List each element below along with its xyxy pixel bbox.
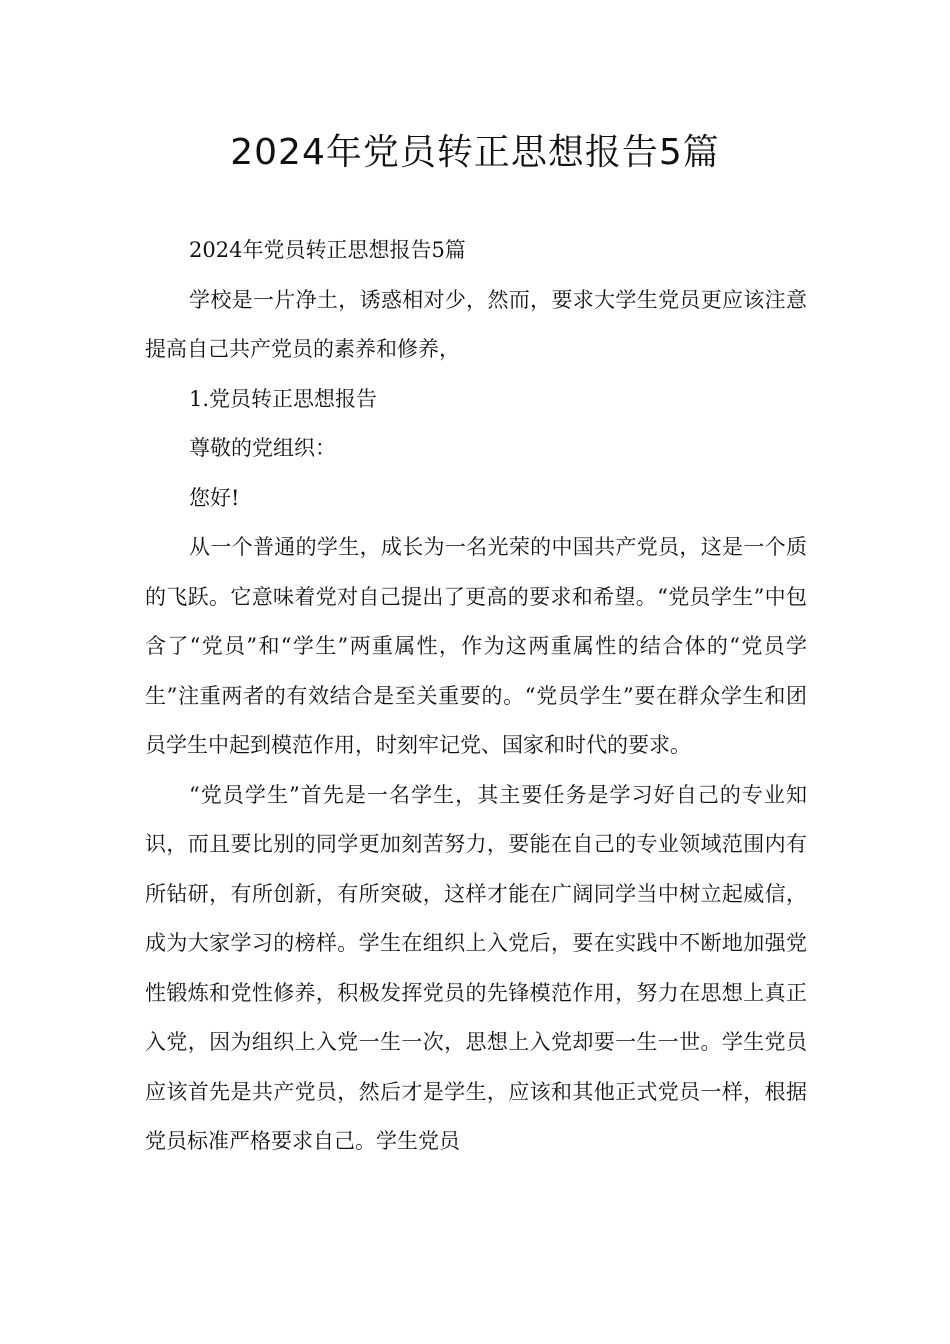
- paragraph-body-2: “党员学生”首先是一名学生，其主要任务是学习好自己的专业知识，而且要比别的同学更加刻苦努力，要能在自己的专业领域范围内有所钻研，有所创新，有所突破，这样才能在广阔同学当中树立起威信，成为大家学习的榜样。学生在组织上入党后，要在实践中不断地加强党性锻炼和党性修养，积极发挥党员的先锋模范作用，努力在思想上真正入党，因为组织上入党一生一次，思想上入党却要一生一世。学生党员应该首先是共产党员，然后才是学生，应该和其他正式党员一样，根据党员标准严格要求自己。学生党员: [145, 782, 807, 1153]
- paragraph-section-heading: 1.党员转正思想报告: [189, 386, 378, 411]
- paragraph-greeting: 您好!: [189, 485, 240, 510]
- paragraph-intro: 学校是一片净土，诱惑相对少，然而，要求大学生党员更应该注意提高自己共产党员的素养和修养，: [145, 287, 807, 361]
- document-title: 2024年党员转正思想报告5篇: [230, 132, 720, 173]
- paragraph-salutation: 尊敬的党组织：: [189, 436, 336, 460]
- paragraph-body-1: 从一个普通的学生，成长为一名光荣的中国共产党员，这是一个质的飞跃。它意味着党对自己提出了更高的要求和希望。“党员学生”中包含了“党员”和“学生”两重属性，作为这两重属性的结合体的“党员学生”注重两者的有效结合是至关重要的。“党员学生”要在群众学生和团员学生中起到模范作用，时刻牢记党、国家和时代的要求。: [145, 535, 807, 757]
- document-body: [145, 226, 807, 1167]
- paragraph-subtitle: 2024年党员转正思想报告5篇: [189, 238, 466, 262]
